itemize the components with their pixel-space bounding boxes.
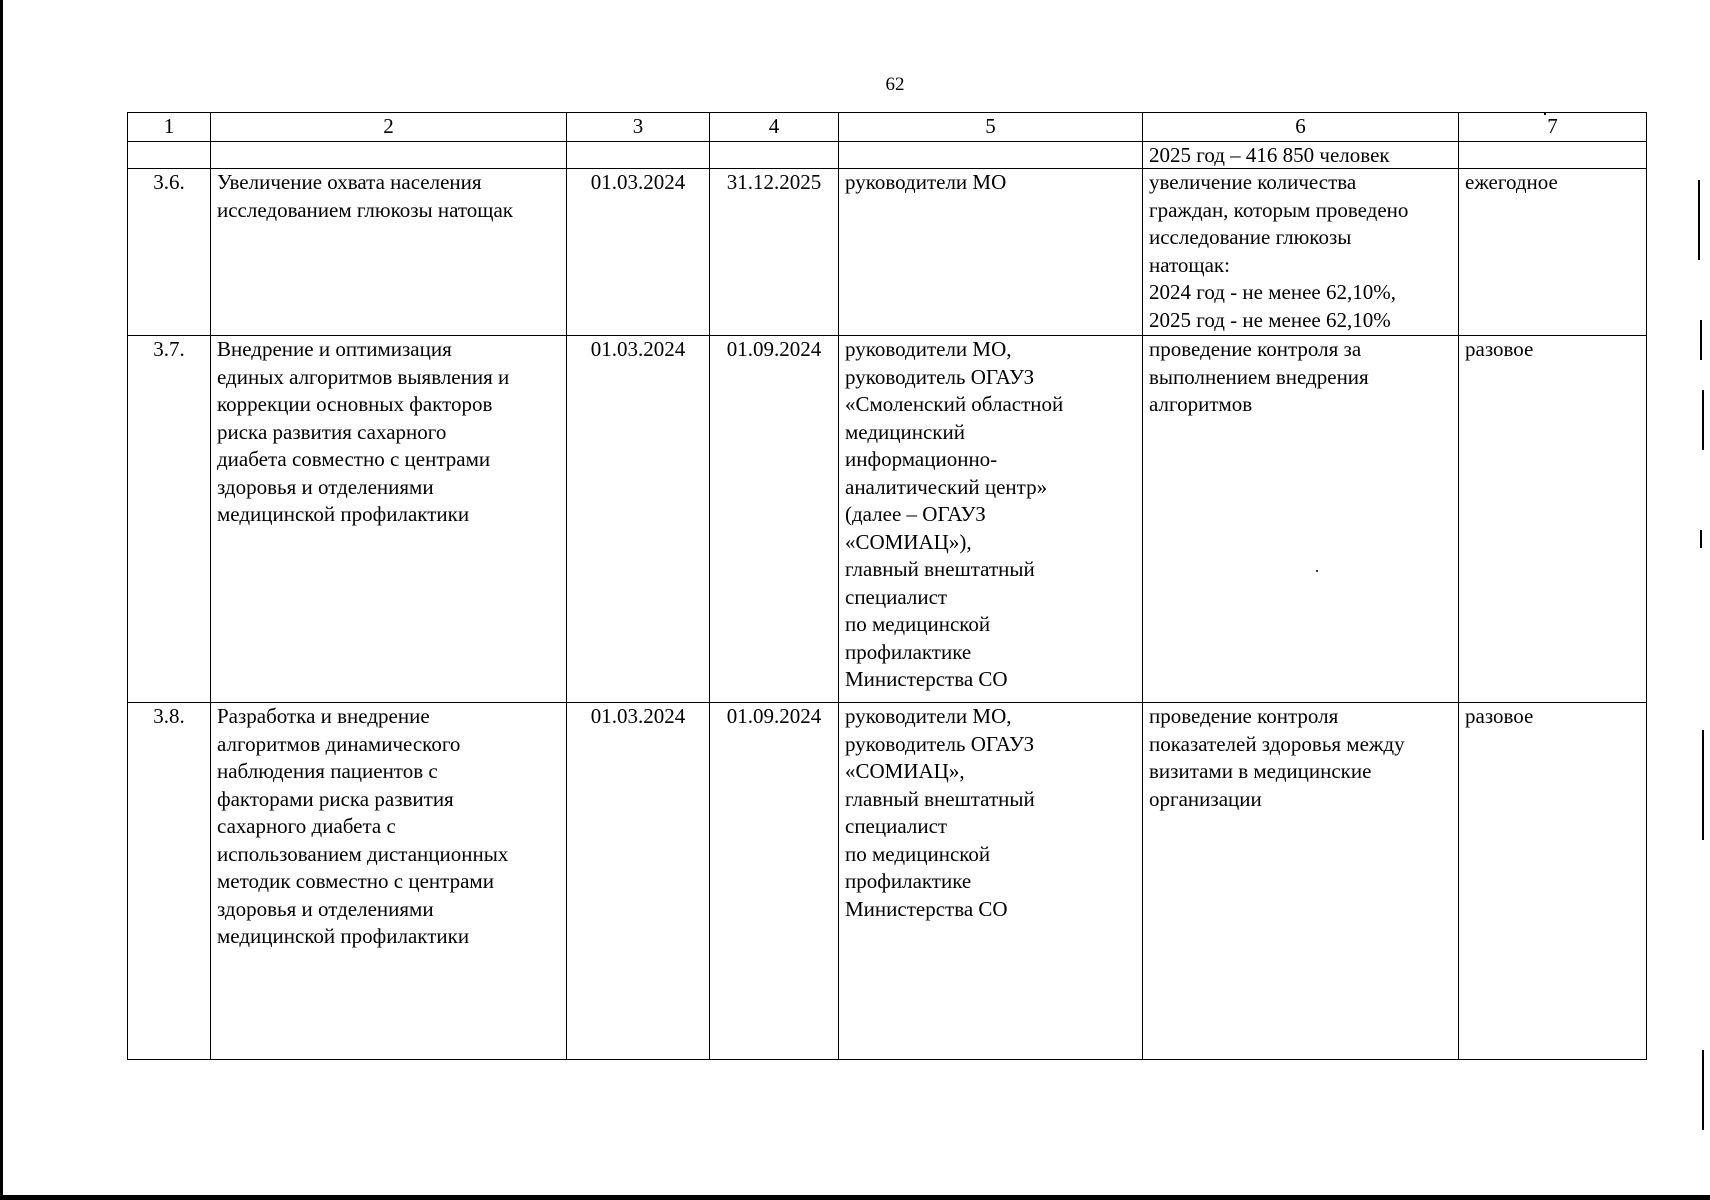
empty-cell (1459, 142, 1647, 169)
header-row (128, 113, 1647, 142)
responsible-cell (839, 703, 1143, 1060)
row-number-cell: 3.8. (128, 703, 211, 1060)
result-cell-line: организации (1149, 786, 1262, 811)
start-date-cell: 01.03.2024 (567, 169, 710, 336)
header-cell: 7 (1459, 113, 1647, 142)
responsible-cell-line: руководители МО (845, 170, 1007, 194)
result-cell-line: проведение контроля за (1149, 337, 1362, 361)
activity-cell-line: Внедрение и оптимизация (217, 337, 452, 361)
responsible-cell-line: руководитель ОГАУЗ (845, 731, 1035, 756)
empty-cell (710, 142, 839, 169)
result-cell (1143, 336, 1459, 703)
responsible-cell-line: по медицинской (845, 841, 991, 866)
responsible-cell-line: Министерства СО (845, 667, 1008, 691)
header-cell: 5 (839, 113, 1143, 142)
scan-artifact (1700, 530, 1702, 548)
activity-cell-line: методик совместно с центрами (217, 869, 494, 893)
scan-artifact (1702, 730, 1704, 840)
continuation-row (128, 142, 1647, 169)
row-number-cell: 3.6. (128, 169, 211, 336)
table-row (128, 336, 1647, 703)
result-cell-line: показателей здоровья между (1149, 731, 1405, 756)
result-cell-line: граждан, которым проведено (1149, 197, 1409, 222)
responsible-cell-line: «СОМИАЦ»), (845, 529, 972, 554)
result-cell-line: натощак: (1149, 252, 1230, 277)
continuation-result-cell: 2025 год – 416 850 человек (1143, 142, 1459, 169)
activity-cell-line: единых алгоритмов выявления и (217, 364, 510, 389)
result-cell-line: исследование глюкозы (1149, 225, 1352, 249)
header-cell: 2 (211, 113, 567, 142)
periodicity-cell: ежегодное (1459, 169, 1647, 336)
empty-cell (567, 142, 710, 169)
responsible-cell-line: руководители МО, (845, 337, 1012, 361)
header-cell: 6 (1143, 113, 1459, 142)
end-date-cell: 01.09.2024 (710, 703, 839, 1060)
activity-cell-line: факторами риска развития (217, 786, 454, 811)
scan-artifact (1702, 1050, 1704, 1130)
periodicity-cell: разовое (1459, 336, 1647, 703)
result-cell-line: 2025 год - не менее 62,10% (1149, 307, 1391, 332)
scan-edge-left (0, 0, 3, 1200)
start-date-cell: 01.03.2024 (567, 336, 710, 703)
responsible-cell-line: «Смоленский областной (845, 392, 1064, 416)
activity-cell (211, 169, 567, 336)
responsible-cell-line: по медицинской (845, 612, 991, 636)
activity-cell-line: риска развития сахарного (217, 419, 447, 444)
activity-plan-table (127, 112, 1647, 1060)
activity-cell-line: Увеличение охвата населения (217, 170, 482, 194)
header-cell: 3 (567, 113, 710, 142)
responsible-cell-line: главный внештатный (845, 786, 1035, 811)
scan-edge-bottom (0, 1195, 1710, 1200)
responsible-cell-line: Министерства СО (845, 896, 1008, 921)
responsible-cell-line: «СОМИАЦ», (845, 759, 965, 783)
responsible-cell-line: руководитель ОГАУЗ (845, 364, 1035, 389)
empty-cell (128, 142, 211, 169)
activity-cell-line: здоровья и отделениями (217, 896, 434, 921)
responsible-cell-line: (далее – ОГАУЗ (845, 502, 986, 526)
result-cell-line: 2024 год - не менее 62,10%, (1149, 280, 1396, 304)
scan-artifact (1702, 390, 1704, 450)
activity-cell-line: сахарного диабета с (217, 814, 396, 838)
header-cell: 4 (710, 113, 839, 142)
activity-cell-line: медицинской профилактики (217, 502, 470, 526)
activity-cell-line: использованием дистанционных (217, 841, 509, 866)
activity-cell-line: алгоритмов динамического (217, 731, 461, 756)
empty-cell (839, 142, 1143, 169)
responsible-cell-line: информационно- (845, 447, 998, 471)
empty-cell (211, 142, 567, 169)
end-date-cell: 01.09.2024 (710, 336, 839, 703)
responsible-cell-line: профилактике (845, 869, 972, 893)
page-number: 62 (885, 74, 905, 95)
scan-artifact (1700, 320, 1702, 360)
scan-artifact (1698, 180, 1700, 260)
responsible-cell-line: профилактике (845, 639, 972, 664)
result-cell-line: проведение контроля (1149, 704, 1339, 728)
result-cell-line: алгоритмов (1149, 392, 1253, 416)
responsible-cell (839, 169, 1143, 336)
activity-cell-line: диабета совместно с центрами (217, 447, 491, 471)
responsible-cell-line: специалист (845, 584, 948, 609)
activity-cell (211, 336, 567, 703)
activity-cell-line: здоровья и отделениями (217, 474, 434, 499)
table-row (128, 703, 1647, 1060)
activity-cell-line: медицинской профилактики (217, 924, 470, 948)
result-cell-line: увеличение количества (1149, 170, 1357, 194)
result-cell (1143, 169, 1459, 336)
result-cell-line: выполнением внедрения (1149, 364, 1369, 389)
activity-cell-line: исследованием глюкозы натощак (217, 197, 513, 222)
responsible-cell (839, 336, 1143, 703)
activity-cell-line: Разработка и внедрение (217, 704, 430, 728)
responsible-cell-line: аналитический центр» (845, 474, 1048, 499)
activity-cell-line: наблюдения пациентов с (217, 759, 438, 783)
activity-cell-line: коррекции основных факторов (217, 392, 493, 416)
periodicity-cell: разовое (1459, 703, 1647, 1060)
end-date-cell: 31.12.2025 (710, 169, 839, 336)
table-row (128, 169, 1647, 336)
responsible-cell-line: медицинский (845, 419, 965, 444)
header-cell: 1 (128, 113, 211, 142)
result-cell (1143, 703, 1459, 1060)
row-number-cell: 3.7. (128, 336, 211, 703)
responsible-cell-line: руководители МО, (845, 704, 1012, 728)
responsible-cell-line: главный внештатный (845, 557, 1035, 581)
responsible-cell-line: специалист (845, 814, 948, 838)
start-date-cell: 01.03.2024 (567, 703, 710, 1060)
activity-cell (211, 703, 567, 1060)
result-cell-line: визитами в медицинские (1149, 759, 1372, 783)
